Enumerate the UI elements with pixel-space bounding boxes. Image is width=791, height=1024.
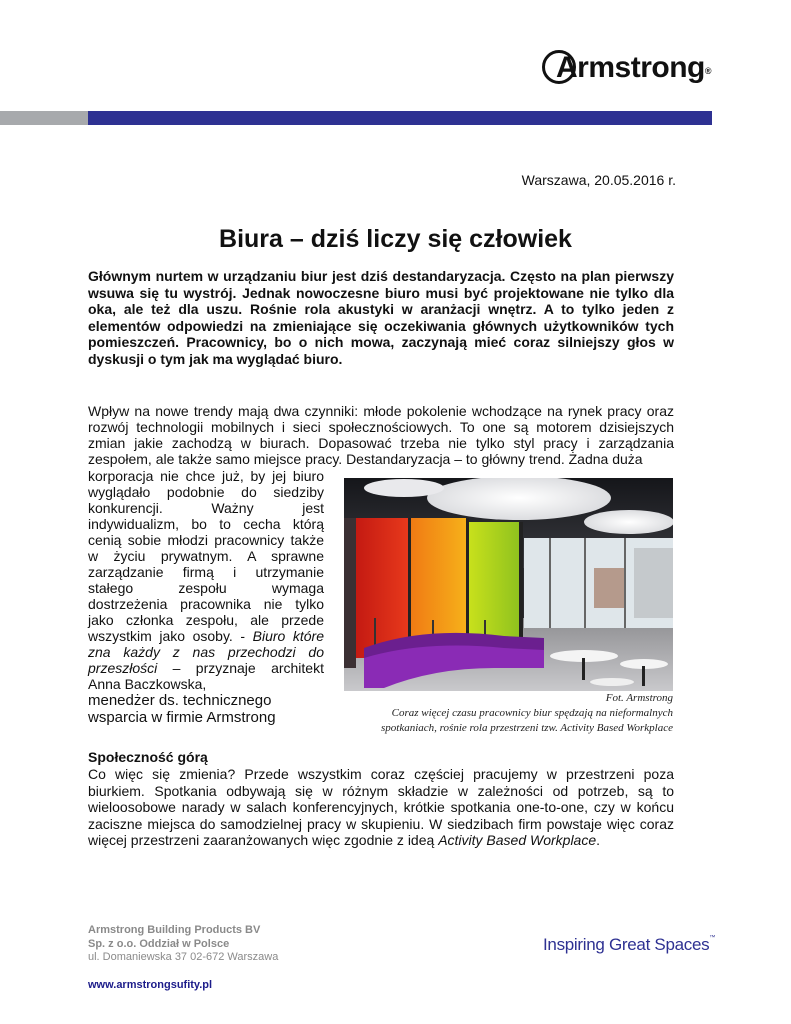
paragraph-1-narrow [88, 468, 324, 726]
paragraph-2-italic: Activity Based Workplace [438, 832, 597, 848]
footer-company-name: Armstrong Building Products BV [88, 924, 261, 936]
caption-text: Coraz więcej czasu pracownicy biur spędzają na nieformalnych spotkaniach, rośnie rola przestrzeni tzw. Activity Based Workplace [381, 707, 673, 734]
header-bar-blue [88, 111, 712, 125]
tagline-text: Inspiring Great Spaces [543, 935, 710, 954]
paragraph-1-wide: Wpływ na nowe trendy mają dwa czynniki: młode pokolenie wchodzące na rynek pracy oraz rozwój technologii mobilnych i sieci społecznościowych. To one są motorem dzisiejszych zmian jakie zachodzą w biurach. Dopasować trzeba nie tylko styl pracy i zarządzania zespołem, ale także samo miejsce pracy. Destandaryzacja – to główny trend. Żadna duża [88, 403, 674, 467]
paragraph-1-text-b: – przyznaje architekt Anna Baczkowska, [88, 660, 324, 692]
caption-credit: Fot. Armstrong [605, 692, 673, 704]
footer-tagline [543, 935, 715, 955]
paragraph-1-text-a: korporacja nie chce już, by jej biuro wyglądało podobnie do siedziby konkurencji. Ważny jest indywidualizm, bo to cecha którą cenią sobie młodzi pracownicy także w życiu prywatnym. A sprawne zarządzanie firmą i utrzymanie stałego zespołu wymaga dostrzeżenia pracownika nie tylko jako członka zespołu, ale przede wszystkim jako osoby. - [88, 468, 324, 644]
section-heading: Społeczność górą [88, 749, 208, 765]
footer-company-branch: Sp. z o.o. Oddział w Polsce [88, 937, 230, 950]
footer-address: ul. Domaniewska 37 02-672 Warszawa [88, 951, 279, 963]
header-bar-gray [0, 111, 88, 125]
paragraph-2 [88, 766, 674, 849]
footer-website-link[interactable]: www.armstrongsufity.pl [88, 979, 213, 991]
lead-paragraph: Głównym nurtem w urządzaniu biur jest dziś destandaryzacja. Często na plan pierwszy wsuwa się tu wystrój. Jednak nowoczesne biuro musi być projektowane nie tylko dla oka, ale też dla uszu. Rośnie rola akustyki w aranżacji wnętrz. A to tylko jeden z elementów odpowiedzi na zmieniające się oczekiwania głównych użytkowników tych pomieszczeń. Pracownicy, bo o nich mowa, zaczynają mieć coraz silniejszy głos w dyskusji o tym jak ma wyglądać biuro. [88, 268, 674, 367]
tagline-trademark: ™ [709, 935, 716, 941]
paragraph-2-end: . [596, 832, 601, 848]
logo-text: Armstrong [556, 51, 705, 84]
document-date: Warszawa, 20.05.2016 r. [521, 172, 676, 188]
architect-quote: Biuro które zna każdy z nas przechodzi do przeszłości [88, 628, 325, 676]
footer-company-info [88, 924, 278, 965]
logo-registered-mark: ® [704, 66, 711, 76]
document-title: Biura – dziś liczy się człowiek [219, 225, 572, 253]
paragraph-1-tail: menedżer ds. technicznego wsparcia w firmie Armstrong [88, 692, 276, 726]
office-photo-illustration [344, 478, 673, 691]
armstrong-logo [542, 50, 722, 90]
paragraph-2-text: Co więc się zmienia? Przede wszystkim coraz częściej pracujemy w przestrzeni poza biurkiem. Spotkania odbywają się w różnym składzie w zależności od potrzeb, są to wieloosobowe narady w salach konferencyjnych, krótkie spotkania one-to-one, czy w końcu zaciszne miejsca do samodzielnej pracy w skupieniu. W siedzibach firm powstaje więc coraz więcej przestrzeni zaaranżowanych więc zgodnie z ideą [88, 766, 674, 848]
office-photo [344, 478, 673, 691]
photo-caption [344, 691, 673, 736]
